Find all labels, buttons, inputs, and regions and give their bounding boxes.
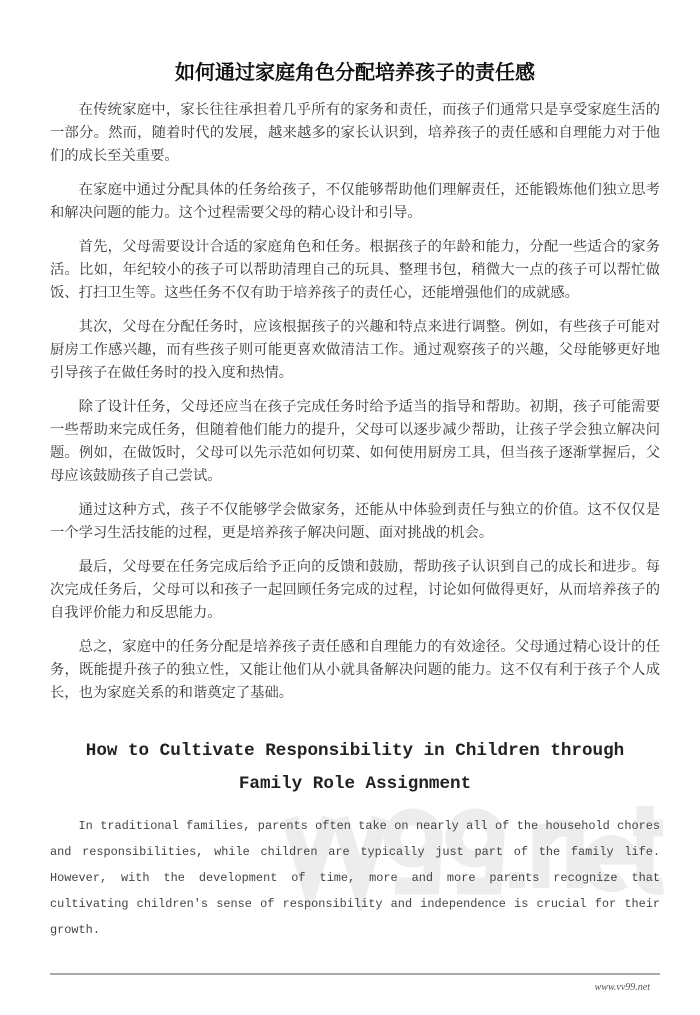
english-title: How to Cultivate Responsibility in Children through Family Role Assignment [85,741,625,794]
paragraph: 最后，父母要在任务完成后给予正向的反馈和鼓励，帮助孩子认识到自己的成长和进步。每次完成任务后，父母可以和孩子一起回顾任务完成的过程，讨论如何做得更好，从而培养孩子的自我评价能力和反思能力。 [50,559,660,621]
footer-url: www.vv99.net [594,982,650,993]
footer-divider [50,973,660,975]
paragraph: 除了设计任务，父母还应当在孩子完成任务时给予适当的指导和帮助。初期，孩子可能需要一些帮助来完成任务，但随着他们能力的提升，父母可以逐步减少帮助，让孩子学会独立解决问题。例如，在做饭时，父母可以先示范如何切菜、如何使用厨房工具，但当孩子逐渐掌握后，父母应该鼓励孩子自己尝试。 [50,399,660,484]
chinese-title: 如何通过家庭角色分配培养孩子的责任感 [175,60,535,84]
document-page [50,0,660,1015]
paragraph: 在传统家庭中，家长往往承担着几乎所有的家务和责任，而孩子们通常只是享受家庭生活的一部分。然而，随着时代的发展，越来越多的家长认识到，培养孩子的责任感和自理能力对于他们的成长至关重要。 [50,102,660,164]
paragraph: 首先，父母需要设计合适的家庭角色和任务。根据孩子的年龄和能力，分配一些适合的家务活。比如，年纪较小的孩子可以帮助清理自己的玩具、整理书包，稍微大一点的孩子可以帮忙做饭、打扫卫生等。这些任务不仅有助于培养孩子的责任心，还能增强他们的成就感。 [50,239,660,301]
paragraph: 总之，家庭中的任务分配是培养孩子责任感和自理能力的有效途径。父母通过精心设计的任务，既能提升孩子的独立性，又能让他们从小就具备解决问题的能力。这不仅有利于孩子个人成长，也为家庭关系的和谐奠定了基础。 [50,639,660,701]
english-paragraph: In traditional families, parents often take on nearly all of the household chores and responsibilities, while children are typically just part of the family life. However, with the development of time, more and more parents recognize that cultivating children's sense of responsibility and independence is crucial for their growth. [50,819,660,937]
chinese-body [50,99,660,705]
paragraph: 通过这种方式，孩子不仅能够学会做家务，还能从中体验到责任与独立的价值。这不仅仅是一个学习生活技能的过程，更是培养孩子解决问题、面对挑战的机会。 [50,502,660,541]
paragraph: 在家庭中通过分配具体的任务给孩子，不仅能够帮助他们理解责任，还能锻炼他们独立思考和解决问题的能力。这个过程需要父母的精心设计和引导。 [50,182,660,221]
paragraph: 其次，父母在分配任务时，应该根据孩子的兴趣和特点来进行调整。例如，有些孩子可能对厨房工作感兴趣，而有些孩子则可能更喜欢做清洁工作。通过观察孩子的兴趣，父母能够更好地引导孩子在做任务时的投入度和热情。 [50,319,660,381]
